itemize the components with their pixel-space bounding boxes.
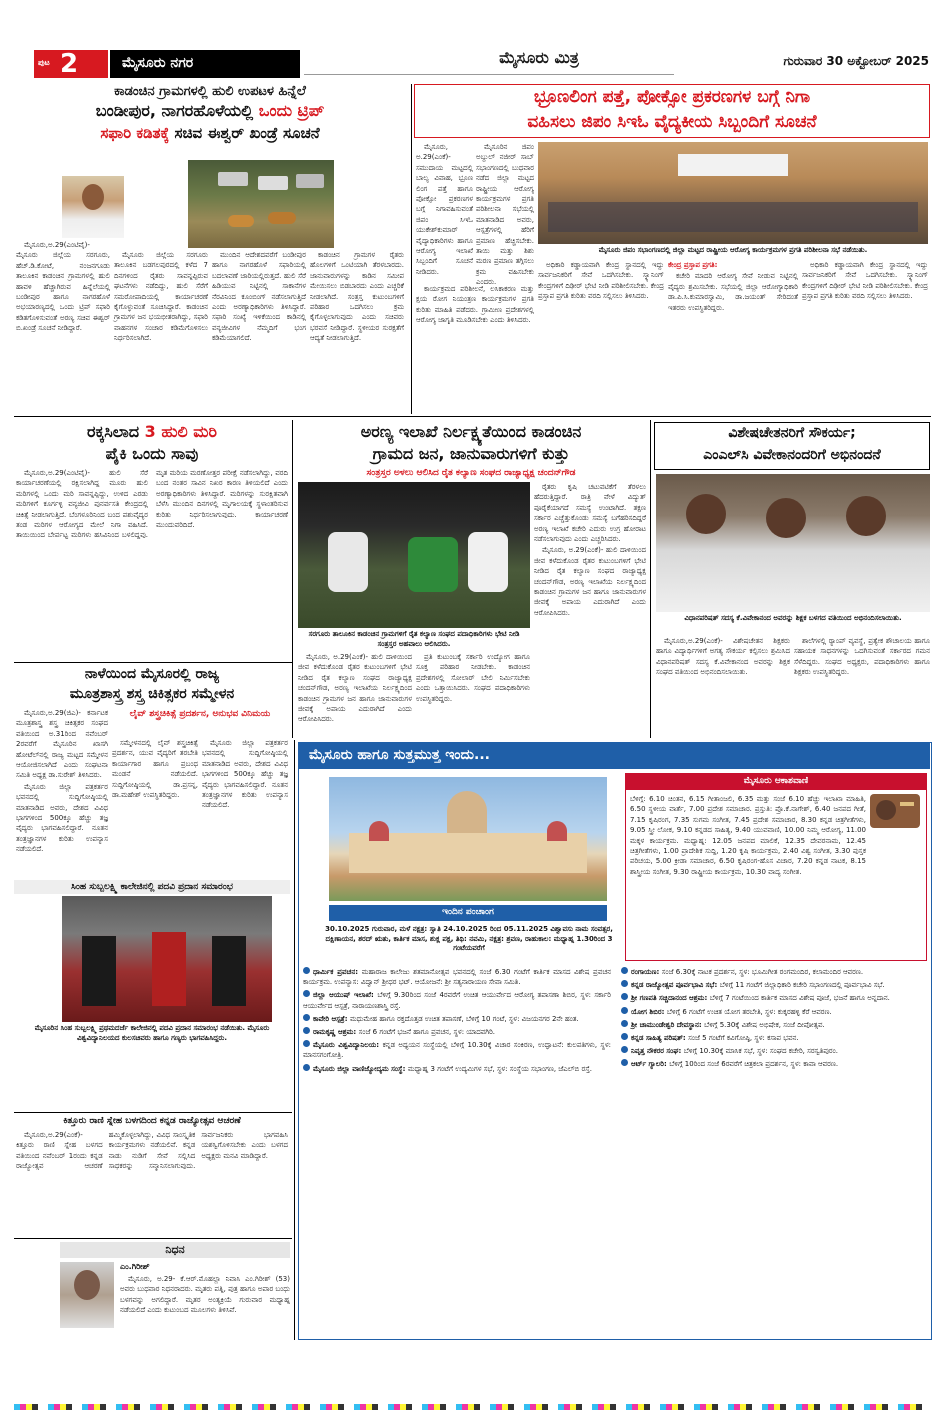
bullet-icon bbox=[621, 1020, 628, 1027]
cubs-headline-line1 bbox=[14, 422, 290, 442]
panchanga-title-bar bbox=[329, 905, 607, 921]
tiger-headline-line2 bbox=[14, 101, 406, 121]
scan-body-col1 bbox=[416, 142, 473, 280]
scan-headline-box bbox=[414, 84, 930, 138]
cubs-headline-1a: ರಕ್ಕಸಿಲಾದ bbox=[87, 422, 140, 441]
mysore-palace-image bbox=[329, 777, 607, 901]
panchanga-text: 30.10.2025 ಗುರುವಾರ, ಮಳೆ ನಕ್ಷತ್ರ: ಸ್ವಾತಿ 24.10.2025 ರಿಂದ 05.11.2025 ವಿಶ್ವಾವಸು ನಾಮ ಸಂವತ್ಸರ, ದಕ್ಷಿಣಾಯನ, ಶರದ್ ಋತು, ಕಾರ್ತಿಕ ಮಾಸ, ಶುಕ್ಲ ಪಕ್ಷ, ತಿಥಿ: ನವಮಿ, ನಕ್ಷತ್ರ: ಶ್ರವಣ, ರಾಹುಕಾಲ: ಮಧ್ಯಾಹ್ನ 1.30ರಿಂದ 3 ಗಂಟೆಯವರೆಗೆ bbox=[325, 925, 613, 952]
section-rule bbox=[14, 416, 931, 417]
honour-body-col1 bbox=[656, 636, 790, 736]
event-item bbox=[303, 1064, 611, 1074]
event-title: ಮೈಸೂರು ವಿಶ್ವವಿದ್ಯಾನಿಲಯ: bbox=[313, 1041, 383, 1050]
scan-photo-caption: ಮೈಸೂರು ಜಿಪಂ ಸಭಾಂಗಣದಲ್ಲಿ ಜಿಲ್ಲಾ ಮಟ್ಟದ ರಾಷ್ಟ್ರೀಯ ಆರೋಗ್ಯ ಕಾರ್ಯಕ್ರಮಗಳ ಪ್ರಗತಿ ಪರಿಶೀಲನಾ ಸಭೆ ನಡೆಯಿತು. bbox=[598, 246, 868, 254]
bullet-icon bbox=[303, 1014, 310, 1021]
kittur-para: ಮೈಸೂರು,ಅ.29(ಎಂಕೆ)- ಕಿತ್ತೂರು ರಾಣಿ ಸ್ನೇಹ ಬಳಗದ ವತಿಯಿಂದ ನವೆಂಬರ್ 1ರಂದು ಕನ್ನಡ ರಾಜ್ಯೋತ್ಸವ ಆಚರಣೆ ಹಮ್ಮಿಕೊಳ್ಳಲಾಗಿದ್ದು, ವಿವಿಧ ಸಾಂಸ್ಕೃತಿಕ ಕಾರ್ಯಕ್ರಮಗಳು ನಡೆಯಲಿವೆ. ಕನ್ನಡ ನಾಡು ನುಡಿಗೆ ಸೇವೆ ಸಲ್ಲಿಸಿದ ಸಾಧಕರನ್ನು ಸನ್ಮಾನಿಸಲಾಗುವುದು. ಸಾರ್ವಜನಿಕರು ಭಾಗವಹಿಸಿ ಯಶಸ್ವಿಗೊಳಿಸಬೇಕು ಎಂದು ಬಳಗದ ಅಧ್ಯಕ್ಷರು ಮನವಿ ಮಾಡಿದ್ದಾರೆ. bbox=[16, 1131, 288, 1171]
scan-body-col2 bbox=[476, 142, 534, 287]
paper-name: ಮೈಸೂರು ಮಿತ್ರ bbox=[499, 48, 579, 67]
section-rule bbox=[14, 1238, 292, 1239]
obituary-body bbox=[120, 1274, 290, 1332]
honour-photo bbox=[656, 474, 930, 612]
tiger-headline-2a: ಬಂಡೀಪುರ, ನಾಗರಹೊಳೆಯಲ್ಲಿ bbox=[95, 101, 254, 120]
section-bar bbox=[110, 50, 300, 78]
tiger-body-col1 bbox=[16, 160, 110, 408]
conference-kicker: ಲೈವ್ ಶಸ್ತ್ರಚಿಕಿತ್ಸೆ ಪ್ರದರ್ಶನ, ಅನುಭವ ವಿನಿಮಯ bbox=[129, 709, 271, 719]
page-number: 2 bbox=[60, 49, 79, 79]
obituary-title: ನಿಧನ bbox=[165, 1243, 185, 1256]
scan-body-col5 bbox=[668, 260, 798, 410]
forest-para1: ಮೈಸೂರು, ಅ.29(ಎಂಕೆ)- ಹುಲಿ ದಾಳಿಯಿಂದ ಜೀವ ಕಳೆದುಕೊಂಡ ರೈತರ ಕುಟುಂಬಗಳಿಗೆ ಭೇಟಿ ನೀಡಿದ ರೈತ ಕಲ್ಯಾಣ ಸಂಘದ ರಾಜ್ಯಾಧ್ಯಕ್ಷ ಚಂದನ್‌ಗೌಡ, ಅರಣ್ಯ ಇಲಾಖೆಯ ನಿರ್ಲಕ್ಷ್ಯದಿಂದ ಕಾಡಂಚಿನ ಗ್ರಾಮಗಳ ಜನ ಹಾಗೂ ಜಾನುವಾರುಗಳ ಜೀವಕ್ಕೆ ಅಪಾಯ ಎದುರಾಗಿದೆ ಎಂದು ಆರೋಪಿಸಿದರು. bbox=[298, 653, 412, 724]
scan-para4: ಅಧಿಕಾರಿ ಕಡ್ಡಾಯವಾಗಿ ಕೇಂದ್ರ ಸ್ಥಾನದಲ್ಲಿ ಇದ್ದು ಸಾರ್ವಜನಿಕರಿಗೆ ಸೇವೆ ಒದಗಿಸಬೇಕು. ಸ್ಕ್ಯಾನಿಂಗ್ ಕೇಂದ್ರಗಳಿಗೆ ದಿಢೀರ್ ಭೇಟಿ ನೀಡಿ ಪರಿಶೀಲಿಸಬೇಕು. ಕೇಂದ್ರ ಪ್ರಸ್ತಾಪ ಪ್ರಗತಿ ಕುರಿತು ವರದಿ ಸಲ್ಲಿಸಲು ತಿಳಿಸಿದರು. bbox=[538, 261, 664, 301]
event-text: ಬೆಳಿಗ್ಗೆ 10.30ಕ್ಕೆ ಮಾಸಿಕ ಸಭೆ, ಸ್ಥಳ: ಸಂಘದ ಕಚೇರಿ, ಸರಸ್ವತಿಪುರಂ. bbox=[683, 1047, 838, 1056]
forest-photo-caption: ಸರಗೂರು ತಾಲೂಕಿನ ಕಾಡಂಚಿನ ಗ್ರಾಮಗಳಿಗೆ ರೈತ ಕಲ್ಯಾಣ ಸಂಘದ ಪದಾಧಿಕಾರಿಗಳು ಭೇಟಿ ನೀಡಿ ಸಂತ್ರಸ್ತರ ಅಹವಾಲು ಆಲಿಸಿದರು. bbox=[308, 630, 520, 648]
conference-body-col3 bbox=[202, 738, 288, 876]
event-title: ಕನ್ನಡ ರಾಜ್ಯೋತ್ಸವ ಪೂರ್ವಭಾವಿ ಸಭೆ: bbox=[631, 981, 720, 990]
event-text: ಬೆಳಿಗ್ಗೆ 10ರಿಂದ ಸಂಜೆ 6ರವರೆಗೆ ಚಿತ್ರಕಲಾ ಪ್ರದರ್ಶನ, ಸ್ಥಳ: ಕಾವಾ ಆವರಣ. bbox=[669, 1060, 839, 1069]
event-item bbox=[303, 1040, 611, 1060]
cubs-headline-line2: ಪೈಕಿ ಒಂದು ಸಾವು bbox=[105, 444, 199, 463]
honour-para2: ಶಾಲೆಗಳಲ್ಲಿ ರ್‍ಯಾಂಪ್ ವ್ಯವಸ್ಥೆ, ಪ್ರತ್ಯೇಕ ಶೌಚಾಲಯ ಹಾಗೂ ಸಹಾಯಕ ಸಾಧನಗಳನ್ನು ಒದಗಿಸುವಂತೆ ಸರ್ಕಾರದ ಗಮನ ಸೆಳೆದಿದ್ದರು. ಸಂಘದ ಅಧ್ಯಕ್ಷರು, ಪದಾಧಿಕಾರಿಗಳು ಹಾಗೂ ಶಿಕ್ಷಕರು ಉಪಸ್ಥಿತರಿದ್ದರು. bbox=[794, 637, 930, 677]
honour-photo-caption: ವಿಧಾನಪರಿಷತ್ ಸದಸ್ಯ ಕೆ.ವಿವೇಕಾನಂದ ಅವರನ್ನು ಶಿಕ್ಷಕ ಬಳಗದ ವತಿಯಿಂದ ಅಭಿನಂದಿಸಲಾಯಿತು. bbox=[684, 614, 902, 622]
event-text: ಬೆಳಿಗ್ಗೆ 5.30ಕ್ಕೆ ವಿಶೇಷ ಅಭಿಷೇಕ, ಸಂಜೆ ದೀಪೋತ್ಸವ. bbox=[704, 1020, 825, 1029]
bullet-icon bbox=[303, 990, 310, 997]
event-title: ಧಾರ್ಮಿಕ ಪ್ರವಚನ: bbox=[313, 968, 362, 976]
bullet-icon bbox=[621, 980, 628, 987]
panchanga-title: ಇಂದಿನ ಪಂಚಾಂಗ bbox=[442, 907, 494, 917]
bullet-icon bbox=[303, 1027, 310, 1034]
event-text: ಮಹಾರಾಜ ಕಾಲೇಜು ಶತಮಾನೋತ್ಸವ ಭವನದಲ್ಲಿ ಸಂಜೆ 6.30 ಗಂಟೆಗೆ ಕಾರ್ತಿಕ ಮಾಸದ ವಿಶೇಷ ಪ್ರವಚನ ಕಾರ್ಯಕ್ರಮ. ಉಪನ್ಯಾಸ: ವಿದ್ವಾನ್ ಶ್ರೀಧರ ಭಟ್. ಆಯೋಜನೆ: ಶ್ರೀ ಸತ್ಯನಾರಾಯಣ ಸೇವಾ ಸಮಿತಿ. bbox=[303, 968, 611, 987]
event-item bbox=[621, 1033, 929, 1043]
page-number-badge bbox=[34, 50, 108, 78]
event-title: ರಂಗಾಯಣ: bbox=[631, 968, 662, 976]
bullet-icon bbox=[303, 1040, 310, 1047]
cubs-para: ಮೈಸೂರು,ಅ.29(ಎಂಟಿವೈ)- ಹುಲಿ ಸೆರೆ ಕಾರ್ಯಾಚರಣೆಯಲ್ಲಿ ರಕ್ಷಿಸಲಾಗಿದ್ದ ಮೂರು ಹುಲಿ ಮರಿಗಳಲ್ಲಿ ಒಂದು ಮರಿ ಸಾವನ್ನಪ್ಪಿದ್ದು, ಉಳಿದ ಎರಡು ಮರಿಗಳಿಗೆ ಕೂರ್ಗಳ್ಳಿ ವನ್ಯಜೀವಿ ಪುನರ್ವಸತಿ ಕೇಂದ್ರದಲ್ಲಿ ಚಿಕಿತ್ಸೆ ನೀಡಲಾಗುತ್ತಿದೆ. ಬೆಂಗಳೂರಿನಿಂದ ಬಂದ ಪಶುವೈದ್ಯರ ತಂಡ ಮರಿಗಳ ಆರೋಗ್ಯದ ಮೇಲೆ ನಿಗಾ ವಹಿಸಿದೆ. ತಾಯಿಯಿಂದ ಬೇರ್ಪಟ್ಟ ಮರಿಗಳು ಹಸಿವಿನಿಂದ ಬಳಲಿದ್ದವು. ಮೃತ ಮರಿಯ ಮರಣೋತ್ತರ ಪರೀಕ್ಷೆ ನಡೆಸಲಾಗಿದ್ದು, ವರದಿ ಬಂದ ನಂತರ ಸಾವಿನ ನಿಖರ ಕಾರಣ ತಿಳಿಯಲಿದೆ ಎಂದು ಅರಣ್ಯಾಧಿಕಾರಿಗಳು ತಿಳಿಸಿದ್ದಾರೆ. ಮರಿಗಳನ್ನು ಸುರಕ್ಷಿತವಾಗಿ ಬೆಳೆಸಿ ಮುಂದಿನ ದಿನಗಳಲ್ಲಿ ಮೃಗಾಲಯಕ್ಕೆ ಸ್ಥಳಾಂತರಿಸುವ ಕುರಿತು ನಿರ್ಧರಿಸಲಾಗುವುದು. ಕಾರ್ಯಾಚರಣೆ ಮುಂದುವರಿದಿದೆ. bbox=[16, 469, 288, 540]
tiger-headline-line1: ಕಾಡಂಚಿನ ಗ್ರಾಮಗಳಲ್ಲಿ ಹುಲಿ ಉಪಟಳ ಹಿನ್ನೆಲೆ bbox=[114, 84, 306, 99]
event-item bbox=[621, 1059, 929, 1069]
tiger-body-col2 bbox=[114, 250, 208, 408]
tiger-para3: ಮುಂದಿನ ಆದೇಶದವರೆಗೆ ಬಂಡೀಪುರ ಹಾಗೂ ನಾಗರಹೊಳೆ ಸಫಾರಿಯಲ್ಲಿ ಬದಲಾವಣೆ ಜಾರಿಯಲ್ಲಿರುತ್ತದೆ. ಹುಲಿ ಸೆರೆ ಹಿಡಿಯುವ ನಿಟ್ಟಿನಲ್ಲಿ ಸಾಕಾನೆಗಳ ನೆರವಿನಿಂದ ಕೂಂಬಿಂಗ್ ನಡೆಸಲಾಗುತ್ತಿದೆ ಎಂದು ಅರಣ್ಯಾಧಿಕಾರಿಗಳು ತಿಳಿಸಿದ್ದಾರೆ. ಸಫಾರಿ ಸಂಖ್ಯೆ ಇಳಿಕೆಯಿಂದ ಕಾಡಿನಲ್ಲಿ ವನ್ಯಜೀವಿಗಳ ನೆಮ್ಮದಿಗೆ ಭಂಗ ಕಡಿಮೆಯಾಗಲಿದೆ. bbox=[212, 251, 306, 343]
obituary-title-bar bbox=[60, 1242, 290, 1258]
kittur-body bbox=[16, 1130, 288, 1236]
issue-date: ಗುರುವಾರ 30 ಅಕ್ಟೋಬರ್ 2025 bbox=[783, 54, 929, 68]
safari-tigers-photo bbox=[188, 160, 334, 248]
section-title: ಮೈಸೂರು ನಗರ bbox=[122, 55, 194, 71]
forest-body-col1 bbox=[298, 652, 412, 736]
bullet-icon bbox=[621, 1059, 628, 1066]
conference-para3: ಸಮ್ಮೇಳನದಲ್ಲಿ ಲೈವ್ ಶಸ್ತ್ರಚಿಕಿತ್ಸೆ ಪ್ರದರ್ಶನ, ಯುವ ವೈದ್ಯರಿಗೆ ತರಬೇತಿ ಕಾರ್ಯಾಗಾರ ಹಾಗೂ ಪ್ರಬಂಧ ಮಂಡನೆ ನಡೆಯಲಿದೆ. ಸುದ್ದಿಗೋಷ್ಠಿಯಲ್ಲಿ ಡಾ.ಪ್ರಸನ್ನ, ಡಾ.ಮಹೇಶ್ ಉಪಸ್ಥಿತರಿದ್ದರು. bbox=[112, 739, 198, 800]
forest-para3: ರೈತರು ಕೃಷಿ ಚಟುವಟಿಕೆಗೆ ತೆರಳಲು ಹೆದರುತ್ತಿದ್ದಾರೆ. ರಾತ್ರಿ ವೇಳೆ ವಿದ್ಯುತ್ ಪೂರೈಕೆಯಾಗದೆ ಸಮಸ್ಯೆ ಉಂಟಾಗಿದೆ. ತಕ್ಷಣ ಸರ್ಕಾರ ಎಚ್ಚೆತ್ತುಕೊಂಡು ಸಮಸ್ಯೆ ಬಗೆಹರಿಸದಿದ್ದರೆ ಅರಣ್ಯ ಇಲಾಖೆ ಕಚೇರಿ ಎದುರು ಉಗ್ರ ಹೋರಾಟ ನಡೆಸಲಾಗುವುದು ಎಂದು ಎಚ್ಚರಿಸಿದರು. bbox=[534, 483, 646, 544]
graduation-headline: ಸಿಂಹ ಸುಬ್ಬಲಕ್ಷ್ಮಿ ಕಾಲೇಜಿನಲ್ಲಿ ಪದವಿ ಪ್ರದಾನ ಸಮಾರಂಭ bbox=[14, 880, 290, 894]
honour-body-col2 bbox=[794, 636, 930, 736]
tiger-body-col3 bbox=[212, 250, 306, 408]
radio-title-bar bbox=[626, 774, 926, 790]
today-box bbox=[298, 742, 932, 1340]
conference-para1: ಮೈಸೂರು,ಅ.29(ಜಿಎ)- ಕರ್ನಾಟಕ ಮೂತ್ರಶಾಸ್ತ್ರ ಶಸ್ತ್ರ ಚಿಕಿತ್ಸಕರ ಸಂಘದ ವತಿಯಿಂದ ಅ.31ರಿಂದ ನವೆಂಬರ್ 2ರವರೆಗೆ ಮೈಸೂರಿನ ಖಾಸಗಿ ಹೋಟೆಲ್‌ನಲ್ಲಿ ರಾಜ್ಯ ಮಟ್ಟದ ಸಮ್ಮೇಳನ ಆಯೋಜಿಸಲಾಗಿದೆ ಎಂದು ಸಂಘಟನಾ ಸಮಿತಿ ಅಧ್ಯಕ್ಷ ಡಾ.ಸುರೇಶ್ ತಿಳಿಸಿದರು. bbox=[16, 709, 108, 780]
conference-body-col2 bbox=[112, 738, 198, 876]
event-text: ಬೆಳಿಗ್ಗೆ 11 ಗಂಟೆಗೆ ಜಿಲ್ಲಾಧಿಕಾರಿ ಕಚೇರಿ ಸಭಾಂಗಣದಲ್ಲಿ ಪೂರ್ವಭಾವಿ ಸಭೆ. bbox=[719, 981, 885, 990]
tiger-para2: ಮೈಸೂರು ಜಿಲ್ಲೆಯ ಸರಗೂರು ತಾಲೂಕಿನ ಬಡಗಲಪುರದಲ್ಲಿ ಕಳೆದ 7 ದಿನಗಳಿಂದ ರೈತರು ಸಾವನ್ನಪ್ಪಿರುವ ಘಟನೆಗಳು ನಡೆದಿದ್ದು, ಹುಲಿ ಸೆರೆಗೆ ಸಮರೋಪಾದಿಯಲ್ಲಿ ಕಾರ್ಯಾಚರಣೆ ಕೈಗೊಳ್ಳುವಂತೆ ಸೂಚಿಸಿದ್ದಾರೆ. ಕಾಡಂಚಿನ ಗ್ರಾಮಗಳ ಜನ ಭಯಭೀತರಾಗಿದ್ದು, ಸಫಾರಿ ವಾಹನಗಳ ಸಂಚಾರ ಕಡಿಮೆಗೊಳಿಸಲು ನಿರ್ಧರಿಸಲಾಗಿದೆ. bbox=[114, 251, 208, 343]
section-rule bbox=[14, 662, 292, 663]
meeting-hall-photo bbox=[538, 142, 928, 244]
event-title: ಕಾವೇರಿ ಆಸ್ಪತ್ರೆ: bbox=[313, 1014, 350, 1023]
honour-headline-box bbox=[654, 422, 930, 470]
scan-para5: ಕಚೇರಿ ಮಾದರಿ ಆರೋಗ್ಯ ಸೇವೆ ನೀಡುವ ನಿಟ್ಟಿನಲ್ಲಿ ವೈದ್ಯರು ಶ್ರಮಿಸಬೇಕು. ಸಭೆಯಲ್ಲಿ ಜಿಲ್ಲಾ ಆರೋಗ್ಯಾಧಿಕಾರಿ ಡಾ.ಪಿ.ಸಿ.ಕುಮಾರಸ್ವಾಮಿ, ಡಾ.ಜಯಂತ್ ಸೇರಿದಂತೆ ಇತರರು ಉಪಸ್ಥಿತರಿದ್ದರು. bbox=[668, 272, 798, 312]
tiger-headline-3b: ಸಚಿವ ಈಶ್ವರ್ ಖಂಡ್ರೆ ಸೂಚನೆ bbox=[174, 124, 320, 142]
scan-para2: ಮೈಸೂರಿನ ಜಿಪಂ ಅಬ್ದುಲ್ ನಜೀರ್ ಸಾಬ್ ಸಭಾಂಗಣದಲ್ಲಿ ಬುಧವಾರ ನಡೆದ ಜಿಲ್ಲಾ ಮಟ್ಟದ ರಾಷ್ಟ್ರೀಯ ಆರೋಗ್ಯ ಕಾರ್ಯಕ್ರಮಗಳ ಪ್ರಗತಿ ಪರಿಶೀಲನಾ ಸಭೆಯಲ್ಲಿ ಮಾತನಾಡಿದ ಅವರು, ಆಸ್ಪತ್ರೆಗಳಲ್ಲಿ ಹೆರಿಗೆ ಪ್ರಮಾಣ ಹೆಚ್ಚಿಸಬೇಕು. ತಾಯಿ ಮತ್ತು ಶಿಶು ಮರಣ ಪ್ರಮಾಣ ತಗ್ಗಿಸಲು ಕ್ರಮ ವಹಿಸಬೇಕು ಎಂದರು. bbox=[476, 143, 534, 287]
bullet-icon bbox=[621, 993, 628, 1000]
event-text: ಸಂಜೆ 5 ಗಂಟೆಗೆ ಕವಿಗೋಷ್ಠಿ, ಸ್ಥಳ: ಕಸಾಪ ಭವನ. bbox=[688, 1034, 799, 1043]
event-title: ಶ್ರೀ ಗಣಪತಿ ಸಚ್ಚಿದಾನಂದ ಆಶ್ರಮ: bbox=[631, 994, 710, 1003]
graduation-caption: ಮೈಸೂರಿನ ಸಿಂಹ ಸುಬ್ಬಲಕ್ಷ್ಮಿ ಪ್ರಥಮದರ್ಜೆ ಕಾಲೇಜಿನಲ್ಲಿ ಪದವಿ ಪ್ರದಾನ ಸಮಾರಂಭ ನಡೆಯಿತು. ಮೈಸೂರು ವಿಶ್ವವಿದ್ಯಾನಿಲಯದ ಕುಲಸಚಿವರು ಹಾಗೂ ಗಣ್ಯರು ಭಾಗವಹಿಸಿದ್ದರು. bbox=[34, 1024, 270, 1042]
event-title: ನಿವೃತ್ತ ನೌಕರರ ಸಂಘ: bbox=[631, 1047, 684, 1056]
forest-headline-line1: ಅರಣ್ಯ ಇಲಾಖೆ ನಿರ್ಲಕ್ಷ್ಯತೆಯಿಂದ ಕಾಡಂಚಿನ bbox=[360, 422, 582, 441]
event-text: ಸಂಜೆ 6.30ಕ್ಕೆ ನಾಟಕ ಪ್ರದರ್ಶನ, ಸ್ಥಳ: ಭೂಮಿಗೀತ ರಂಗಮಂದಿರ, ಕಲಾಮಂದಿರ ಆವರಣ. bbox=[661, 968, 864, 976]
cubs-headline-1b: 3 ಹುಲಿ ಮರಿ bbox=[144, 422, 217, 441]
event-item bbox=[621, 1020, 929, 1030]
honour-headline-line1: ವಿಶೇಷಚೇತನರಿಗೆ ಸೌಕರ್ಯ; bbox=[728, 425, 856, 441]
event-title: ಶ್ರೀ ಚಾಮುಂಡೇಶ್ವರಿ ದೇವಸ್ಥಾನ: bbox=[631, 1020, 705, 1029]
event-title: ಆರ್ಟ್ ಗ್ಯಾಲರಿ: bbox=[631, 1060, 670, 1069]
event-item bbox=[303, 1014, 611, 1024]
obituary-portrait bbox=[60, 1262, 114, 1328]
color-registration-strip bbox=[14, 1404, 931, 1410]
scan-subhead: ಕೇಂದ್ರ ಪ್ರಸ್ತಾಪ ಪ್ರಗತಿ: bbox=[668, 261, 718, 269]
tiger-headline-2b: ಒಂದು ಟ್ರಿಪ್ bbox=[258, 101, 325, 120]
today-banner-text: ಮೈಸೂರು ಹಾಗೂ ಸುತ್ತಮುತ್ತ ಇಂದು... bbox=[309, 747, 490, 763]
tiger-para4: ಕಾಡಂಚಿನ ಗ್ರಾಮಗಳ ರೈತರು ಹೊಲಗಳಿಗೆ ಒಂಟಿಯಾಗಿ ತೆರಳಬಾರದು. ಜಾನುವಾರುಗಳನ್ನು ಕಾಡಿನ ಸಮೀಪ ಮೇಯಿಸಲು ಬಿಡಬಾರದು ಎಂದು ಎಚ್ಚರಿಕೆ ನೀಡಲಾಗಿದೆ. ಸಂತ್ರಸ್ತ ಕುಟುಂಬಗಳಿಗೆ ಪರಿಹಾರ ಒದಗಿಸಲು ಕ್ರಮ ಕೈಗೊಳ್ಳಲಾಗುವುದು ಎಂದು ಸಚಿವರು ಭರವಸೆ ನೀಡಿದ್ದಾರೆ. ಸ್ಥಳೀಯರ ಸುರಕ್ಷತೆಗೆ ಆದ್ಯತೆ ನೀಡಲಾಗುತ್ತಿದೆ. bbox=[310, 251, 404, 343]
bullet-icon bbox=[621, 967, 628, 974]
event-item bbox=[303, 1027, 611, 1037]
scan-body-col6 bbox=[802, 260, 928, 410]
conference-body-col1 bbox=[16, 708, 108, 876]
today-banner bbox=[299, 743, 930, 769]
event-text: ಮಧ್ಯಾಹ್ನ 3 ಗಂಟೆಗೆ ಉದ್ಯಮಿಗಳ ಸಭೆ, ಸ್ಥಳ: ಸಂಸ್ಥೆಯ ಸಭಾಂಗಣ, ಜೆಎಲ್‌ಬಿ ರಸ್ತೆ. bbox=[407, 1064, 593, 1073]
conference-para2: ಮೈಸೂರು ಜಿಲ್ಲಾ ಪತ್ರಕರ್ತರ ಭವನದಲ್ಲಿ ಸುದ್ದಿಗೋಷ್ಠಿಯಲ್ಲಿ ಮಾತನಾಡಿದ ಅವರು, ದೇಶದ ವಿವಿಧ ಭಾಗಗಳಿಂದ 500ಕ್ಕೂ ಹೆಚ್ಚು ತಜ್ಞ ವೈದ್ಯರು ಭಾಗವಹಿಸಲಿದ್ದಾರೆ. ನೂತನ ತಂತ್ರಜ್ಞಾನಗಳ ಕುರಿತು ಉಪನ್ಯಾಸ ನಡೆಯಲಿದೆ. bbox=[16, 782, 108, 854]
event-item bbox=[303, 990, 611, 1010]
tiger-body-col4 bbox=[310, 250, 404, 408]
scan-body-col4 bbox=[538, 260, 664, 410]
scan-para1: ಮೈಸೂರು, ಅ.29(ಎಂಕೆ)- ಸಮುದಾಯ ಮಟ್ಟದಲ್ಲಿ ಬಾಲ್ಯ ವಿವಾಹ, ಭ್ರೂಣ ಲಿಂಗ ಪತ್ತೆ ಹಾಗೂ ಪೋಕ್ಸೋ ಪ್ರಕರಣಗಳ ಬಗ್ಗೆ ನಿಗಾವಹಿಸುವಂತೆ ಜಿಪಂ ಸಿಇಓ ಯುಕೇಶ್‌ಕುಮಾರ್ ವೈದ್ಯಾಧಿಕಾರಿಗಳು ಹಾಗೂ ಆರೋಗ್ಯ ಇಲಾಖೆ ಸಿಬ್ಬಂದಿಗೆ ಸೂಚನೆ ನೀಡಿದರು. bbox=[416, 143, 473, 276]
honour-headline-line2: ಎಂಎಲ್‌ಸಿ ವಿವೇಕಾನಂದರಿಗೆ ಅಭಿನಂದನೆ bbox=[703, 447, 881, 463]
obituary-name: ಎಂ.ಗಿರೀಶ್ bbox=[120, 1262, 150, 1271]
scan-body-col3 bbox=[416, 284, 534, 410]
event-text: ಕನ್ನಡ ಅಧ್ಯಯನ ಸಂಸ್ಥೆಯಲ್ಲಿ ಬೆಳಿಗ್ಗೆ 10.30ಕ್ಕೆ ವಿಚಾರ ಸಂಕಿರಣ, ಉದ್ಘಾಟನೆ: ಕುಲಪತಿಗಳು, ಸ್ಥಳ: ಮಾನಸಗಂಗೋತ್ರಿ. bbox=[303, 1041, 611, 1060]
event-text: ಬೆಳಿಗ್ಗೆ 6 ಗಂಟೆಗೆ ಉಚಿತ ಯೋಗ ತರಬೇತಿ, ಸ್ಥಳ: ಕುಕ್ಕರಹಳ್ಳಿ ಕೆರೆ ಆವರಣ. bbox=[666, 1007, 832, 1016]
event-item bbox=[621, 1046, 929, 1056]
conference-headline-line2: ಮೂತ್ರಶಾಸ್ತ್ರ ಶಸ್ತ್ರ ಚಿಕಿತ್ಸಕರ ಸಮ್ಮೇಳನ bbox=[69, 686, 235, 702]
bullet-icon bbox=[303, 1064, 310, 1071]
column-divider bbox=[294, 740, 295, 1340]
graduation-photo bbox=[62, 896, 272, 1022]
farmers-photo bbox=[298, 482, 530, 628]
column-divider bbox=[292, 420, 293, 738]
forest-kicker: ಸಂತ್ರಸ್ತರ ಅಳಲು ಆಲಿಸಿದ ರೈತ ಕಲ್ಯಾಣ ಸಂಘದ ರಾಜ್ಯಾಧ್ಯಕ್ಷ ಚಂದನ್‌ಗೌಡ bbox=[366, 468, 576, 478]
radio-box bbox=[625, 773, 927, 961]
scan-para5-cont: ಅಧಿಕಾರಿ ಕಡ್ಡಾಯವಾಗಿ ಕೇಂದ್ರ ಸ್ಥಾನದಲ್ಲಿ ಇದ್ದು ಸಾರ್ವಜನಿಕರಿಗೆ ಸೇವೆ ಒದಗಿಸಬೇಕು. ಸ್ಕ್ಯಾನಿಂಗ್ ಕೇಂದ್ರಗಳಿಗೆ ದಿಢೀರ್ ಭೇಟಿ ನೀಡಿ ಪರಿಶೀಲಿಸಬೇಕು. ಕೇಂದ್ರ ಪ್ರಸ್ತಾಪ ಪ್ರಗತಿ ಕುರಿತು ವರದಿ ಸಲ್ಲಿಸಲು ತಿಳಿಸಿದರು. bbox=[802, 261, 928, 301]
tiger-headline-3a: ಸಫಾರಿ ಕಡಿತಕ್ಕೆ bbox=[100, 124, 170, 142]
event-title: ಮೈಸೂರು ಜಿಲ್ಲಾ ವಾಣಿಜ್ಯೋದ್ಯಮ ಸಂಸ್ಥೆ: bbox=[313, 1064, 408, 1073]
tiger-headline-line3 bbox=[14, 124, 406, 142]
event-title: ಯೋಗ ಶಿಬಿರ: bbox=[631, 1007, 667, 1016]
conference-headline-line1: ನಾಳೆಯಿಂದ ಮೈಸೂರಲ್ಲಿ ರಾಜ್ಯ bbox=[84, 666, 220, 682]
bullet-icon bbox=[621, 1033, 628, 1040]
column-divider bbox=[650, 420, 651, 738]
forest-body-col2 bbox=[416, 652, 530, 736]
event-text: ಮಧುಮೇಹ ಹಾಗೂ ರಕ್ತದೊತ್ತಡ ಉಚಿತ ತಪಾಸಣೆ, ಬೆಳಿಗ್ಗೆ 10 ಗಂಟೆ, ಸ್ಥಳ: ವಿಜಯನಗರ 2ನೇ ಹಂತ. bbox=[349, 1014, 579, 1023]
conference-para2-cont: ಮೈಸೂರು ಜಿಲ್ಲಾ ಪತ್ರಕರ್ತರ ಭವನದಲ್ಲಿ ಸುದ್ದಿಗೋಷ್ಠಿಯಲ್ಲಿ ಮಾತನಾಡಿದ ಅವರು, ದೇಶದ ವಿವಿಧ ಭಾಗಗಳಿಂದ 500ಕ್ಕೂ ಹೆಚ್ಚು ತಜ್ಞ ವೈದ್ಯರು ಭಾಗವಹಿಸಲಿದ್ದಾರೆ. ನೂತನ ತಂತ್ರಜ್ಞಾನಗಳ ಕುರಿತು ಉಪನ್ಯಾಸ ನಡೆಯಲಿದೆ. bbox=[202, 739, 288, 810]
forest-para2: ಪ್ರತಿ ಕುಟುಂಬಕ್ಕೆ ಸರ್ಕಾರಿ ಉದ್ಯೋಗ ಹಾಗೂ ಸೂಕ್ತ ಪರಿಹಾರ ನೀಡಬೇಕು. ಕಾಡಂಚಿನ ಪ್ರದೇಶಗಳಲ್ಲಿ ಸೋಲಾರ್ ಬೇಲಿ ನಿರ್ಮಿಸಬೇಕು ಎಂದು ಒತ್ತಾಯಿಸಿದರು. ಸಂಘದ ಪದಾಧಿಕಾರಿಗಳು ಉಪಸ್ಥಿತರಿದ್ದರು. bbox=[416, 653, 530, 703]
radio-title: ಮೈಸೂರು ಆಕಾಶವಾಣಿ bbox=[743, 776, 809, 786]
event-title: ಜಿಲ್ಲಾ ಆಯುಷ್ ಇಲಾಖೆ: bbox=[313, 991, 378, 1000]
obituary-para: ಮೈಸೂರು, ಅ.29- ಕೆ.ಆರ್.ಮೊಹಲ್ಲಾ ನಿವಾಸಿ ಎಂ.ಗಿರೀಶ್ (53) ಅವರು ಬುಧವಾರ ನಿಧನರಾದರು. ಮೃತರು ಪತ್ನಿ, ಪುತ್ರ ಹಾಗೂ ಅಪಾರ ಬಂಧು ಬಳಗವನ್ನು ಅಗಲಿದ್ದಾರೆ. ಮೃತರ ಅಂತ್ಯಕ್ರಿಯೆ ಗುರುವಾರ ಮಧ್ಯಾಹ್ನ ನಡೆಯಲಿದೆ ಎಂದು ಕುಟುಂಬದ ಮೂಲಗಳು ತಿಳಿಸಿವೆ. bbox=[120, 1275, 290, 1315]
masthead bbox=[14, 48, 931, 80]
column-divider bbox=[411, 84, 412, 414]
event-text: ಬೆಳಿಗ್ಗೆ 7 ಗಂಟೆಯಿಂದ ಕಾರ್ತಿಕ ಮಾಸದ ವಿಶೇಷ ಪೂಜೆ, ಭಜನೆ ಹಾಗೂ ಅನ್ನದಾನ. bbox=[709, 994, 890, 1003]
event-item bbox=[621, 980, 929, 990]
event-text: ಬೆಳಿಗ್ಗೆ 9.30ರಿಂದ ಸಂಜೆ 4ರವರೆಗೆ ಉಚಿತ ಆಯುರ್ವೇದ ಆರೋಗ್ಯ ತಪಾಸಣಾ ಶಿಬಿರ, ಸ್ಥಳ: ಸರ್ಕಾರಿ ಆಯುರ್ವೇದ ಆಸ್ಪತ್ರೆ, ನಾರಾಯಣಶಾಸ್ತ್ರಿ ರಸ್ತೆ. bbox=[303, 991, 611, 1010]
event-title: ರಾಮಕೃಷ್ಣ ಆಶ್ರಮ: bbox=[313, 1028, 359, 1037]
section-rule bbox=[14, 1112, 292, 1113]
bullet-icon bbox=[621, 1046, 628, 1053]
event-item bbox=[621, 967, 929, 977]
radio-set-icon bbox=[870, 794, 920, 828]
event-item bbox=[303, 967, 611, 987]
page-label: ಪುಟ bbox=[38, 58, 50, 67]
event-text: ಸಂಜೆ 6 ಗಂಟೆಗೆ ಭಜನೆ ಹಾಗೂ ಪ್ರವಚನ, ಸ್ಥಳ: ಯಾದವಗಿರಿ. bbox=[358, 1028, 496, 1037]
honour-para1: ಮೈಸೂರು,ಅ.29(ಎಂಕೆ)- ವಿಶೇಷಚೇತನ ಶಿಕ್ಷಕರು ಹಾಗೂ ವಿದ್ಯಾರ್ಥಿಗಳಿಗೆ ಅಗತ್ಯ ಸೌಕರ್ಯ ಕಲ್ಪಿಸಲು ಶ್ರಮಿಸಿದ ವಿಧಾನಪರಿಷತ್ ಸದಸ್ಯ ಕೆ.ವಿವೇಕಾನಂದ ಅವರನ್ನು ಶಿಕ್ಷಕ ಸಂಘದ ವತಿಯಿಂದ ಅಭಿನಂದಿಸಲಾಯಿತು. bbox=[656, 637, 790, 677]
forest-headline-line2: ಗ್ರಾಮದ ಜನ, ಜಾನುವಾರುಗಳಿಗೆ ಕುತ್ತು bbox=[372, 444, 570, 463]
event-item bbox=[621, 993, 929, 1003]
forest-body-col3 bbox=[534, 482, 646, 736]
bullet-icon bbox=[621, 1007, 628, 1014]
event-title: ಕನ್ನಡ ಸಾಹಿತ್ಯ ಪರಿಷತ್: bbox=[631, 1034, 689, 1043]
events-list bbox=[303, 967, 929, 1337]
cubs-body bbox=[16, 468, 288, 658]
scan-headline-line1: ಭ್ರೂಣಲಿಂಗ ಪತ್ತೆ, ಪೋಕ್ಸೋ ಪ್ರಕರಣಗಳ ಬಗ್ಗೆ ನಿಗಾ bbox=[533, 87, 811, 107]
forest-para3-cont: ಮೈಸೂರು, ಅ.29(ಎಂಕೆ)- ಹುಲಿ ದಾಳಿಯಿಂದ ಜೀವ ಕಳೆದುಕೊಂಡ ರೈತರ ಕುಟುಂಬಗಳಿಗೆ ಭೇಟಿ ನೀಡಿದ ರೈತ ಕಲ್ಯಾಣ ಸಂಘದ ರಾಜ್ಯಾಧ್ಯಕ್ಷ ಚಂದನ್‌ಗೌಡ, ಅರಣ್ಯ ಇಲಾಖೆಯ ನಿರ್ಲಕ್ಷ್ಯದಿಂದ ಕಾಡಂಚಿನ ಗ್ರಾಮಗಳ ಜನ ಹಾಗೂ ಜಾನುವಾರುಗಳ ಜೀವಕ್ಕೆ ಅಪಾಯ ಎದುರಾಗಿದೆ ಎಂದು ಆರೋಪಿಸಿದರು. bbox=[534, 546, 646, 617]
scan-para3: ಕಾರ್ಯಕ್ರಮದ ಪರಿಶೀಲನೆ, ಲಸಿಕಾಕರಣ ಮತ್ತು ಕ್ಷಯ ರೋಗ ನಿಯಂತ್ರಣ ಕಾರ್ಯಕ್ರಮಗಳ ಪ್ರಗತಿ ಕುರಿತು ಮಾಹಿತಿ ಪಡೆದರು. ಗ್ರಾಮೀಣ ಪ್ರದೇಶಗಳಲ್ಲಿ ಆರೋಗ್ಯ ಜಾಗೃತಿ ಮೂಡಿಸಬೇಕು ಎಂದು ತಿಳಿಸಿದರು. bbox=[416, 285, 534, 325]
kittur-headline: ಕಿತ್ತೂರು ರಾಣಿ ಸ್ನೇಹ ಬಳಗದಿಂದ ಕನ್ನಡ ರಾಜ್ಯೋತ್ಸವ ಆಚರಣೆ bbox=[63, 1116, 241, 1126]
tiger-para1: ಮೈಸೂರು,ಅ.29(ಎಂಟಿವೈ)- ಮೈಸೂರು ಜಿಲ್ಲೆಯ ಸರಗೂರು, ಹೆಚ್.ಡಿ.ಕೋಟೆ, ನಂಜನಗೂಡು ತಾಲೂಕಿನ ಕಾಡಂಚಿನ ಗ್ರಾಮಗಳಲ್ಲಿ ಹುಲಿ ಹಾವಳಿ ಹೆಚ್ಚಾಗಿರುವ ಹಿನ್ನೆಲೆಯಲ್ಲಿ ಬಂಡೀಪುರ ಹಾಗೂ ನಾಗರಹೊಳೆ ಅಭಯಾರಣ್ಯದಲ್ಲಿ ಒಂದು ಟ್ರಿಪ್ ಸಫಾರಿ ಕಡಿತಗೊಳಿಸುವಂತೆ ಅರಣ್ಯ ಸಚಿವ ಈಶ್ವರ್ ಬಿ.ಖಂಡ್ರೆ ಸೂಚನೆ ನೀಡಿದ್ದಾರೆ. bbox=[16, 241, 110, 333]
masthead-rule bbox=[304, 74, 674, 75]
event-item bbox=[621, 1007, 929, 1017]
radio-schedule: ಬೆಳಿಗ್ಗೆ: 6.10 ಚಿಂತನ, 6.15 ಗೀತಾಂಜಲಿ, 6.35 ಮತ್ತು ಸಂಜೆ 6.10 ಹೆಚ್ಚು ಇಲಾಖಾ ಮಾಹಿತಿ, 6.50 ಸ್ಥಳೀಯ ವಾರ್ತೆ, 7.00 ಪ್ರದೇಶ ಸಮಾಚಾರ. ಪ್ರಸ್ತುತಿ: ಪ್ರೊ.ಕೆ.ನಾಗೇಶ್, 6.40 ಜನಪದ ಗೀತೆ, 7.15 ಕೃಷಿರಂಗ, 7.35 ಸುಗಮ ಸಂಗೀತ, 7.45 ಪ್ರದೇಶ ಸಮಾಚಾರ, 8.30 ಕನ್ನಡ ಚಿತ್ರಗೀತೆಗಳು, 9.05 ಸ್ತ್ರೀ ಲೋಕ, 9.10 ಕನ್ನಡದ ಸಾಹಿತ್ಯ, 9.40 ಯುವವಾಣಿ, 10.00 ನಿಮ್ಮ ಆರೋಗ್ಯ, 11.00 ಮಕ್ಕಳ ಕಾರ್ಯಕ್ರಮ. ಮಧ್ಯಾಹ್ನ: 12.05 ಜನಪದ ಮಾಲಿಕೆ, 12.35 ದೇವರನಾಮ, 12.45 ಚಿತ್ರಗೀತೆಗಳು, 1.00 ಪ್ರಾದೇಶಿಕ ಸುದ್ದಿ, 1.20 ಕೃಷಿ ಕಾರ್ಯಕ್ರಮ, 2.40 ವಿಶ್ವ ಸಂಗೀತ, 3.30 ಪುಸ್ತಕ ಪರಿಚಯ, 5.00 ಕ್ರೀಡಾ ಸಮಾಚಾರ, 6.50 ಕೃಷಿರಂಗ-ಹೊಸ ವಿಚಾರ, 7.20 ಕನ್ನಡ ನಾಟಕ, 8.15 ಶಾಸ್ತ್ರೀಯ ಸಂಗೀತ, 9.30 ರಾಷ್ಟ್ರೀಯ ಕಾರ್ಯಕ್ರಮ, 10.30 ವಾದ್ಯ ಸಂಗೀತ. bbox=[630, 795, 866, 876]
scan-headline-line2: ವಹಿಸಲು ಜಿಪಂ ಸಿಇಓ ವೈದ್ಯಕೀಯ ಸಿಬ್ಬಂದಿಗೆ ಸೂಚನೆ bbox=[527, 112, 817, 132]
bullet-icon bbox=[303, 967, 310, 974]
